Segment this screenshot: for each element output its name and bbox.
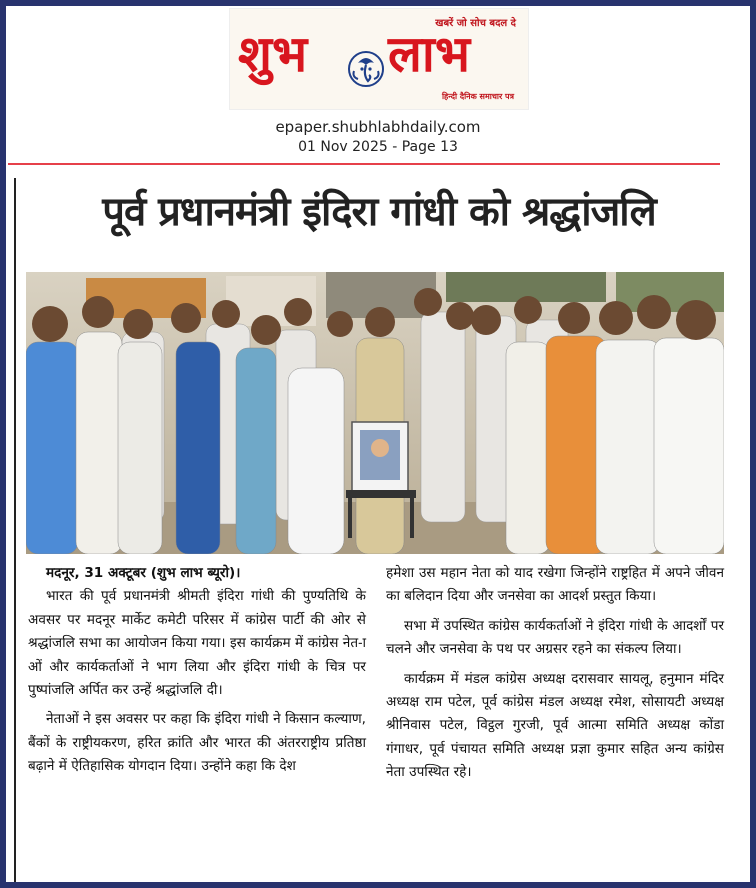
masthead-tagline: खबरें जो सोच बदल दे (435, 18, 516, 29)
logo-word-shubh: शुभ (238, 24, 308, 83)
article-paragraph: भारत की पूर्व प्रधानमंत्री श्रीमती इंदिरा गांधी की पुण्यतिथि के अवसर पर मदनूर मार्केट कमेटी परिसर में कांग्रेस पार्टी की ओर से श्रद्धांजलि सभा का आयोजन किया गया। इस कार्यक्रम में कांग्रेस नेत-ाओं और कार्यकर्ताओं ने भाग लिया और इंदिरा गांधी के चित्र पर पुष्पांजलि अर्पित कर उन्हें श्रद्धांजलि दी। (28, 588, 366, 699)
article-headline: पूर्व प्रधानमंत्री इंदिरा गांधी को श्रद्धांजलि (102, 189, 656, 235)
article-column-right (386, 562, 724, 791)
newspaper-masthead (229, 8, 529, 110)
masthead-subtitle: हिन्दी दैनिक समाचार पत्र (441, 92, 514, 101)
header-divider (8, 163, 720, 165)
issue-date-page: 01 Nov 2025 - Page 13 (298, 139, 458, 155)
logo-word-labh: लाभ (388, 24, 470, 83)
ganesha-icon (344, 47, 388, 91)
article-paragraph: सभा में उपस्थित कांग्रेस कार्यकर्ताओं ने इंदिरा गांधी के आदर्शों पर चलने और जनसेवा के पथ पर अग्रसर रहने का संकल्प लिया। (386, 617, 724, 658)
news-article (14, 178, 726, 882)
article-column-left (28, 562, 366, 785)
article-dateline: मदनूर, 31 अक्टूबर (शुभ लाभ ब्यूरो)। (46, 565, 241, 581)
epaper-url[interactable]: epaper.shubhlabhdaily.com (275, 118, 481, 136)
article-paragraph: हमेशा उस महान नेता को याद रखेगा जिन्होंने राष्ट्रहित में अपने जीवन का बलिदान दिया और जनसेवा का आदर्श प्रस्तुत किया। (386, 565, 724, 605)
article-photo (26, 272, 724, 554)
article-paragraph: कार्यक्रम में मंडल कांग्रेस अध्यक्ष दरासवार सायलू, हनुमान मंदिर अध्यक्ष राम पटेल, पूर्व कांग्रेस मंडल अध्यक्ष रमेश, सोसायटी अध्यक्ष श्रीनिवास पटेल, विट्ठल गुरजी, पूर्व आत्मा समिति अध्यक्ष कोंडा गंगाधर, पूर्व पंचायत समिति अध्यक्ष प्रज्ञा कुमार सहित अन्य कांग्रेस नेता उपस्थित रहे। (386, 670, 724, 781)
article-paragraph: नेताओं ने इस अवसर पर कहा कि इंदिरा गांधी ने किसान कल्याण, बैंकों के राष्ट्रीयकरण, हरित क्रांति और भारत की अंतरराष्ट्रीय प्रतिष्ठा बढ़ाने में ऐतिहासिक योगदान दिया। उन्होंने कहा कि देश (28, 711, 366, 775)
